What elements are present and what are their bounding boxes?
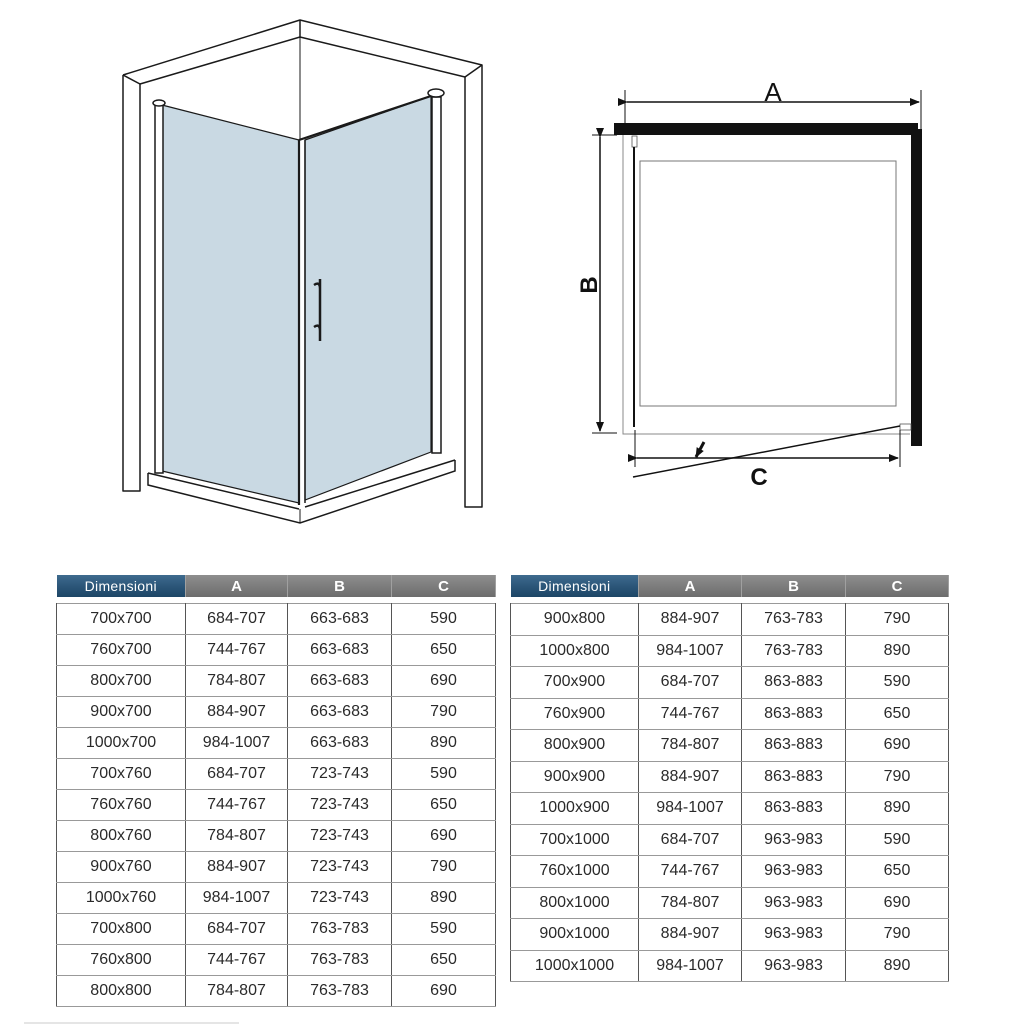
shower-enclosure-isometric bbox=[110, 15, 500, 525]
cell-c: 890 bbox=[846, 793, 949, 825]
cell-a: 684-707 bbox=[186, 759, 288, 790]
table-row bbox=[511, 856, 949, 888]
table-row bbox=[511, 824, 949, 856]
table-row bbox=[511, 919, 949, 951]
cell-a: 984-1007 bbox=[639, 635, 742, 667]
cell-c: 590 bbox=[392, 604, 496, 635]
hinge-profile bbox=[432, 97, 441, 453]
cell-a: 744-767 bbox=[639, 856, 742, 888]
header-b: B bbox=[288, 575, 392, 597]
cell-b: 763-783 bbox=[288, 914, 392, 945]
header-dimensions: Dimensioni bbox=[511, 575, 639, 597]
tray-inner bbox=[640, 161, 896, 406]
cell-b: 963-983 bbox=[742, 887, 846, 919]
swing-arrow-icon bbox=[696, 442, 704, 457]
fixed-glass-panel bbox=[162, 105, 299, 503]
cell-dim: 760x900 bbox=[511, 698, 639, 730]
cell-dim: 800x700 bbox=[57, 666, 186, 697]
cell-b: 863-883 bbox=[742, 667, 846, 699]
table-row bbox=[57, 883, 496, 914]
cell-dim: 900x800 bbox=[511, 604, 639, 636]
cell-dim: 700x900 bbox=[511, 667, 639, 699]
cell-a: 784-807 bbox=[639, 887, 742, 919]
table-row bbox=[57, 914, 496, 945]
cell-b: 663-683 bbox=[288, 666, 392, 697]
cell-dim: 900x900 bbox=[511, 761, 639, 793]
cell-b: 663-683 bbox=[288, 697, 392, 728]
cell-dim: 1000x760 bbox=[57, 883, 186, 914]
cell-b: 723-743 bbox=[288, 852, 392, 883]
cell-a: 684-707 bbox=[639, 824, 742, 856]
cell-b: 663-683 bbox=[288, 728, 392, 759]
cell-c: 590 bbox=[846, 667, 949, 699]
cell-dim: 700x1000 bbox=[511, 824, 639, 856]
cell-b: 723-743 bbox=[288, 821, 392, 852]
cell-b: 763-783 bbox=[742, 604, 846, 636]
dimension-a-label: A bbox=[764, 80, 782, 107]
cell-a: 684-707 bbox=[186, 604, 288, 635]
cell-a: 744-767 bbox=[186, 635, 288, 666]
cell-dim: 760x760 bbox=[57, 790, 186, 821]
cell-a: 684-707 bbox=[186, 914, 288, 945]
cell-c: 790 bbox=[846, 761, 949, 793]
cell-a: 784-807 bbox=[639, 730, 742, 762]
dimension-c-label: C bbox=[750, 464, 768, 490]
cell-c: 790 bbox=[846, 604, 949, 636]
header-c: C bbox=[846, 575, 949, 597]
table-row bbox=[57, 666, 496, 697]
table-row bbox=[57, 759, 496, 790]
table-row bbox=[57, 604, 496, 635]
cell-dim: 900x1000 bbox=[511, 919, 639, 951]
door-glass-panel bbox=[305, 96, 431, 500]
cell-c: 650 bbox=[846, 698, 949, 730]
cell-dim: 800x760 bbox=[57, 821, 186, 852]
table-body-right bbox=[511, 604, 949, 982]
cell-a: 884-907 bbox=[639, 919, 742, 951]
header-c: C bbox=[392, 575, 496, 597]
cell-dim: 800x1000 bbox=[511, 887, 639, 919]
cell-b: 723-743 bbox=[288, 883, 392, 914]
cell-c: 890 bbox=[846, 635, 949, 667]
cell-a: 984-1007 bbox=[639, 950, 742, 982]
table-row bbox=[57, 852, 496, 883]
cell-c: 690 bbox=[392, 976, 496, 1007]
cell-a: 744-767 bbox=[186, 945, 288, 976]
table-row bbox=[511, 635, 949, 667]
cell-c: 690 bbox=[392, 821, 496, 852]
cell-dim: 700x760 bbox=[57, 759, 186, 790]
cell-a: 884-907 bbox=[639, 761, 742, 793]
table-row bbox=[57, 945, 496, 976]
header-a: A bbox=[639, 575, 742, 597]
cell-a: 784-807 bbox=[186, 976, 288, 1007]
cell-a: 744-767 bbox=[186, 790, 288, 821]
cell-a: 984-1007 bbox=[186, 883, 288, 914]
table-row bbox=[511, 730, 949, 762]
cell-c: 790 bbox=[392, 697, 496, 728]
cell-a: 884-907 bbox=[186, 852, 288, 883]
cell-dim: 760x700 bbox=[57, 635, 186, 666]
cell-b: 663-683 bbox=[288, 604, 392, 635]
table-row bbox=[57, 790, 496, 821]
cell-a: 784-807 bbox=[186, 666, 288, 697]
dimensions-table-right bbox=[510, 575, 949, 982]
cell-dim: 1000x1000 bbox=[511, 950, 639, 982]
left-wall-profile bbox=[155, 105, 163, 473]
cell-a: 984-1007 bbox=[186, 728, 288, 759]
cell-b: 863-883 bbox=[742, 761, 846, 793]
cell-b: 863-883 bbox=[742, 698, 846, 730]
cell-dim: 760x1000 bbox=[511, 856, 639, 888]
cell-b: 763-783 bbox=[288, 976, 392, 1007]
cell-a: 744-767 bbox=[639, 698, 742, 730]
cell-c: 690 bbox=[392, 666, 496, 697]
cell-c: 790 bbox=[392, 852, 496, 883]
table-row bbox=[57, 976, 496, 1007]
cell-c: 650 bbox=[392, 790, 496, 821]
table-row bbox=[511, 667, 949, 699]
cell-b: 723-743 bbox=[288, 790, 392, 821]
cell-c: 890 bbox=[392, 883, 496, 914]
top-wall bbox=[614, 123, 918, 135]
cell-c: 890 bbox=[846, 950, 949, 982]
cell-c: 590 bbox=[392, 914, 496, 945]
cell-b: 963-983 bbox=[742, 824, 846, 856]
cell-b: 963-983 bbox=[742, 950, 846, 982]
cell-dim: 1000x700 bbox=[57, 728, 186, 759]
cell-dim: 900x700 bbox=[57, 697, 186, 728]
cell-c: 650 bbox=[392, 635, 496, 666]
cell-b: 963-983 bbox=[742, 856, 846, 888]
cell-c: 790 bbox=[846, 919, 949, 951]
right-wall bbox=[911, 129, 922, 446]
cell-a: 884-907 bbox=[639, 604, 742, 636]
table-row bbox=[511, 887, 949, 919]
cell-c: 590 bbox=[392, 759, 496, 790]
cell-c: 650 bbox=[392, 945, 496, 976]
cell-dim: 800x900 bbox=[511, 730, 639, 762]
table-row bbox=[57, 821, 496, 852]
cell-b: 723-743 bbox=[288, 759, 392, 790]
cell-b: 963-983 bbox=[742, 919, 846, 951]
shower-plan-view-diagram bbox=[570, 80, 940, 490]
cell-dim: 1000x900 bbox=[511, 793, 639, 825]
header-dimensions: Dimensioni bbox=[57, 575, 186, 597]
cell-dim: 700x700 bbox=[57, 604, 186, 635]
cell-dim: 900x760 bbox=[57, 852, 186, 883]
dimensions-table-left bbox=[56, 575, 496, 1007]
table-row bbox=[511, 761, 949, 793]
cell-c: 890 bbox=[392, 728, 496, 759]
table-row bbox=[511, 698, 949, 730]
cell-a: 684-707 bbox=[639, 667, 742, 699]
cell-dim: 1000x800 bbox=[511, 635, 639, 667]
cell-c: 650 bbox=[846, 856, 949, 888]
cell-a: 784-807 bbox=[186, 821, 288, 852]
cell-a: 984-1007 bbox=[639, 793, 742, 825]
cell-dim: 760x800 bbox=[57, 945, 186, 976]
header-b: B bbox=[742, 575, 846, 597]
table-row bbox=[57, 728, 496, 759]
table-row bbox=[511, 604, 949, 636]
dimension-b-label: B bbox=[576, 276, 603, 294]
table-body-left bbox=[57, 604, 496, 1007]
cell-b: 763-783 bbox=[288, 945, 392, 976]
cell-a: 884-907 bbox=[186, 697, 288, 728]
cell-dim: 700x800 bbox=[57, 914, 186, 945]
cell-b: 863-883 bbox=[742, 730, 846, 762]
cell-dim: 800x800 bbox=[57, 976, 186, 1007]
cell-b: 663-683 bbox=[288, 635, 392, 666]
cell-c: 590 bbox=[846, 824, 949, 856]
divider bbox=[24, 1022, 239, 1024]
cell-c: 690 bbox=[846, 730, 949, 762]
table-row bbox=[511, 950, 949, 982]
cell-b: 863-883 bbox=[742, 793, 846, 825]
table-row bbox=[57, 635, 496, 666]
cell-b: 763-783 bbox=[742, 635, 846, 667]
header-a: A bbox=[186, 575, 288, 597]
table-row bbox=[511, 793, 949, 825]
table-row bbox=[57, 697, 496, 728]
cell-c: 690 bbox=[846, 887, 949, 919]
